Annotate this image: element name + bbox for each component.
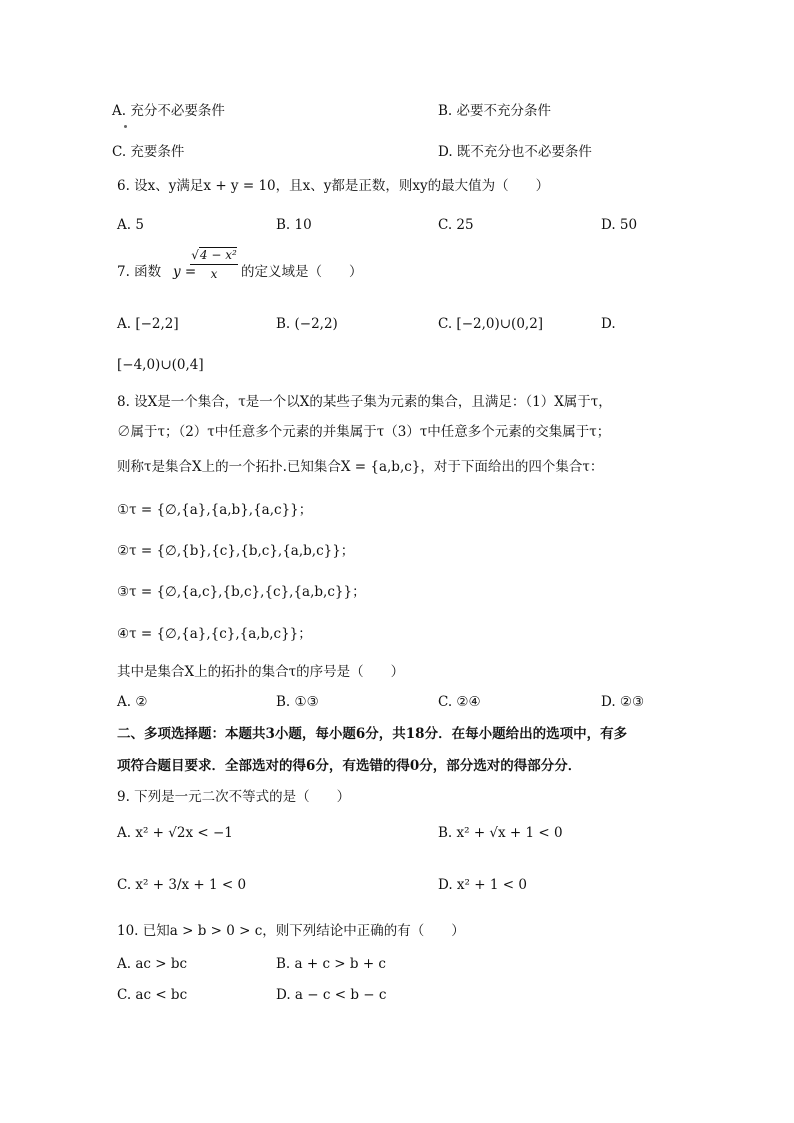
q7-option-a: A. [−2,2] [117, 316, 179, 332]
q8-line-2: ∅属于τ；（2）τ中任意多个元素的并集属于τ（3）τ中任意多个元素的交集属于τ； [117, 424, 611, 440]
q8-line-3: 则称τ是集合X上的一个拓扑.已知集合X = {a,b,c}，对于下面给出的四个集合τ： [117, 459, 604, 475]
q7-option-d-value: [−4,0)∪(0,4] [117, 357, 204, 373]
section-2-heading-line-1: 二、多项选择题：本题共3小题，每小题6分，共18分．在每小题给出的选项中，有多 [117, 726, 628, 742]
q8-option-a: A. ② [117, 694, 148, 710]
q8-line-1: 8. 设X是一个集合，τ是一个以X的某些子集为元素的集合，且满足：（1）X属于τ， [117, 394, 612, 410]
q7-option-d: D. [601, 316, 616, 332]
q7-func-numerator: 4 − x² [199, 248, 237, 262]
q7-stem-prefix: 7. 函数 [117, 264, 162, 280]
q8-item-2: ②τ = {∅,{b},{c},{b,c},{a,b,c}}； [117, 543, 355, 559]
q7-fraction: √4 − x² x [191, 248, 237, 281]
q9-option-d: D. x² + 1 < 0 [438, 877, 527, 893]
section-2-heading-line-2: 项符合题目要求．全部选对的得6分，有选错的得0分，部分选对的得部分分． [117, 758, 582, 774]
q5-option-b: B. 必要不充分条件 [438, 103, 552, 119]
q6-stem: 6. 设x、y满足x + y = 10，且x、y都是正数，则xy的最大值为（ ） [117, 178, 550, 194]
q6-option-d: D. 50 [601, 217, 638, 233]
q8-item-3: ③τ = {∅,{a,c},{b,c},{c},{a,b,c}}； [117, 584, 366, 600]
q10-option-a: A. ac > bc [117, 956, 188, 972]
q6-option-a: A. 5 [117, 217, 144, 233]
q9-option-a: A. x² + √2x < −1 [117, 825, 233, 841]
q9-option-b: B. x² + √x + 1 < 0 [438, 825, 563, 841]
q10-stem: 10. 已知a > b > 0 > c，则下列结论中正确的有（ ） [117, 923, 465, 939]
q7-func-lhs: y = [173, 264, 197, 280]
q6-option-b: B. 10 [276, 217, 312, 233]
q9-stem: 9. 下列是一元二次不等式的是（ ） [117, 789, 351, 805]
q8-option-c: C. ②④ [438, 694, 481, 710]
q8-item-1: ①τ = {∅,{a},{a,b},{a,c}}； [117, 502, 313, 518]
q10-option-b: B. a + c > b + c [276, 956, 386, 972]
q7-stem-suffix: 的定义域是（ ） [241, 264, 363, 280]
q9-option-c: C. x² + 3/x + 1 < 0 [117, 877, 247, 893]
q10-option-c: C. ac < bc [117, 987, 188, 1003]
q8-item-4: ④τ = {∅,{a},{c},{a,b,c}}； [117, 626, 312, 642]
q7-func-denominator: x [210, 267, 218, 281]
q8-question: 其中是集合X上的拓扑的集合τ的序号是（ ） [117, 664, 405, 680]
stray-mark [124, 125, 127, 128]
q7-option-c: C. [−2,0)∪(0,2] [438, 316, 544, 332]
q8-option-d: D. ②③ [601, 694, 645, 710]
q10-option-d: D. a − c < b − c [276, 987, 387, 1003]
q8-option-b: B. ①③ [276, 694, 319, 710]
q6-option-c: C. 25 [438, 217, 474, 233]
q5-option-a: A. 充分不必要条件 [112, 103, 225, 119]
q5-option-c: C. 充要条件 [112, 144, 185, 160]
q5-option-d: D. 既不充分也不必要条件 [438, 144, 592, 160]
q7-option-b: B. (−2,2) [276, 316, 338, 332]
